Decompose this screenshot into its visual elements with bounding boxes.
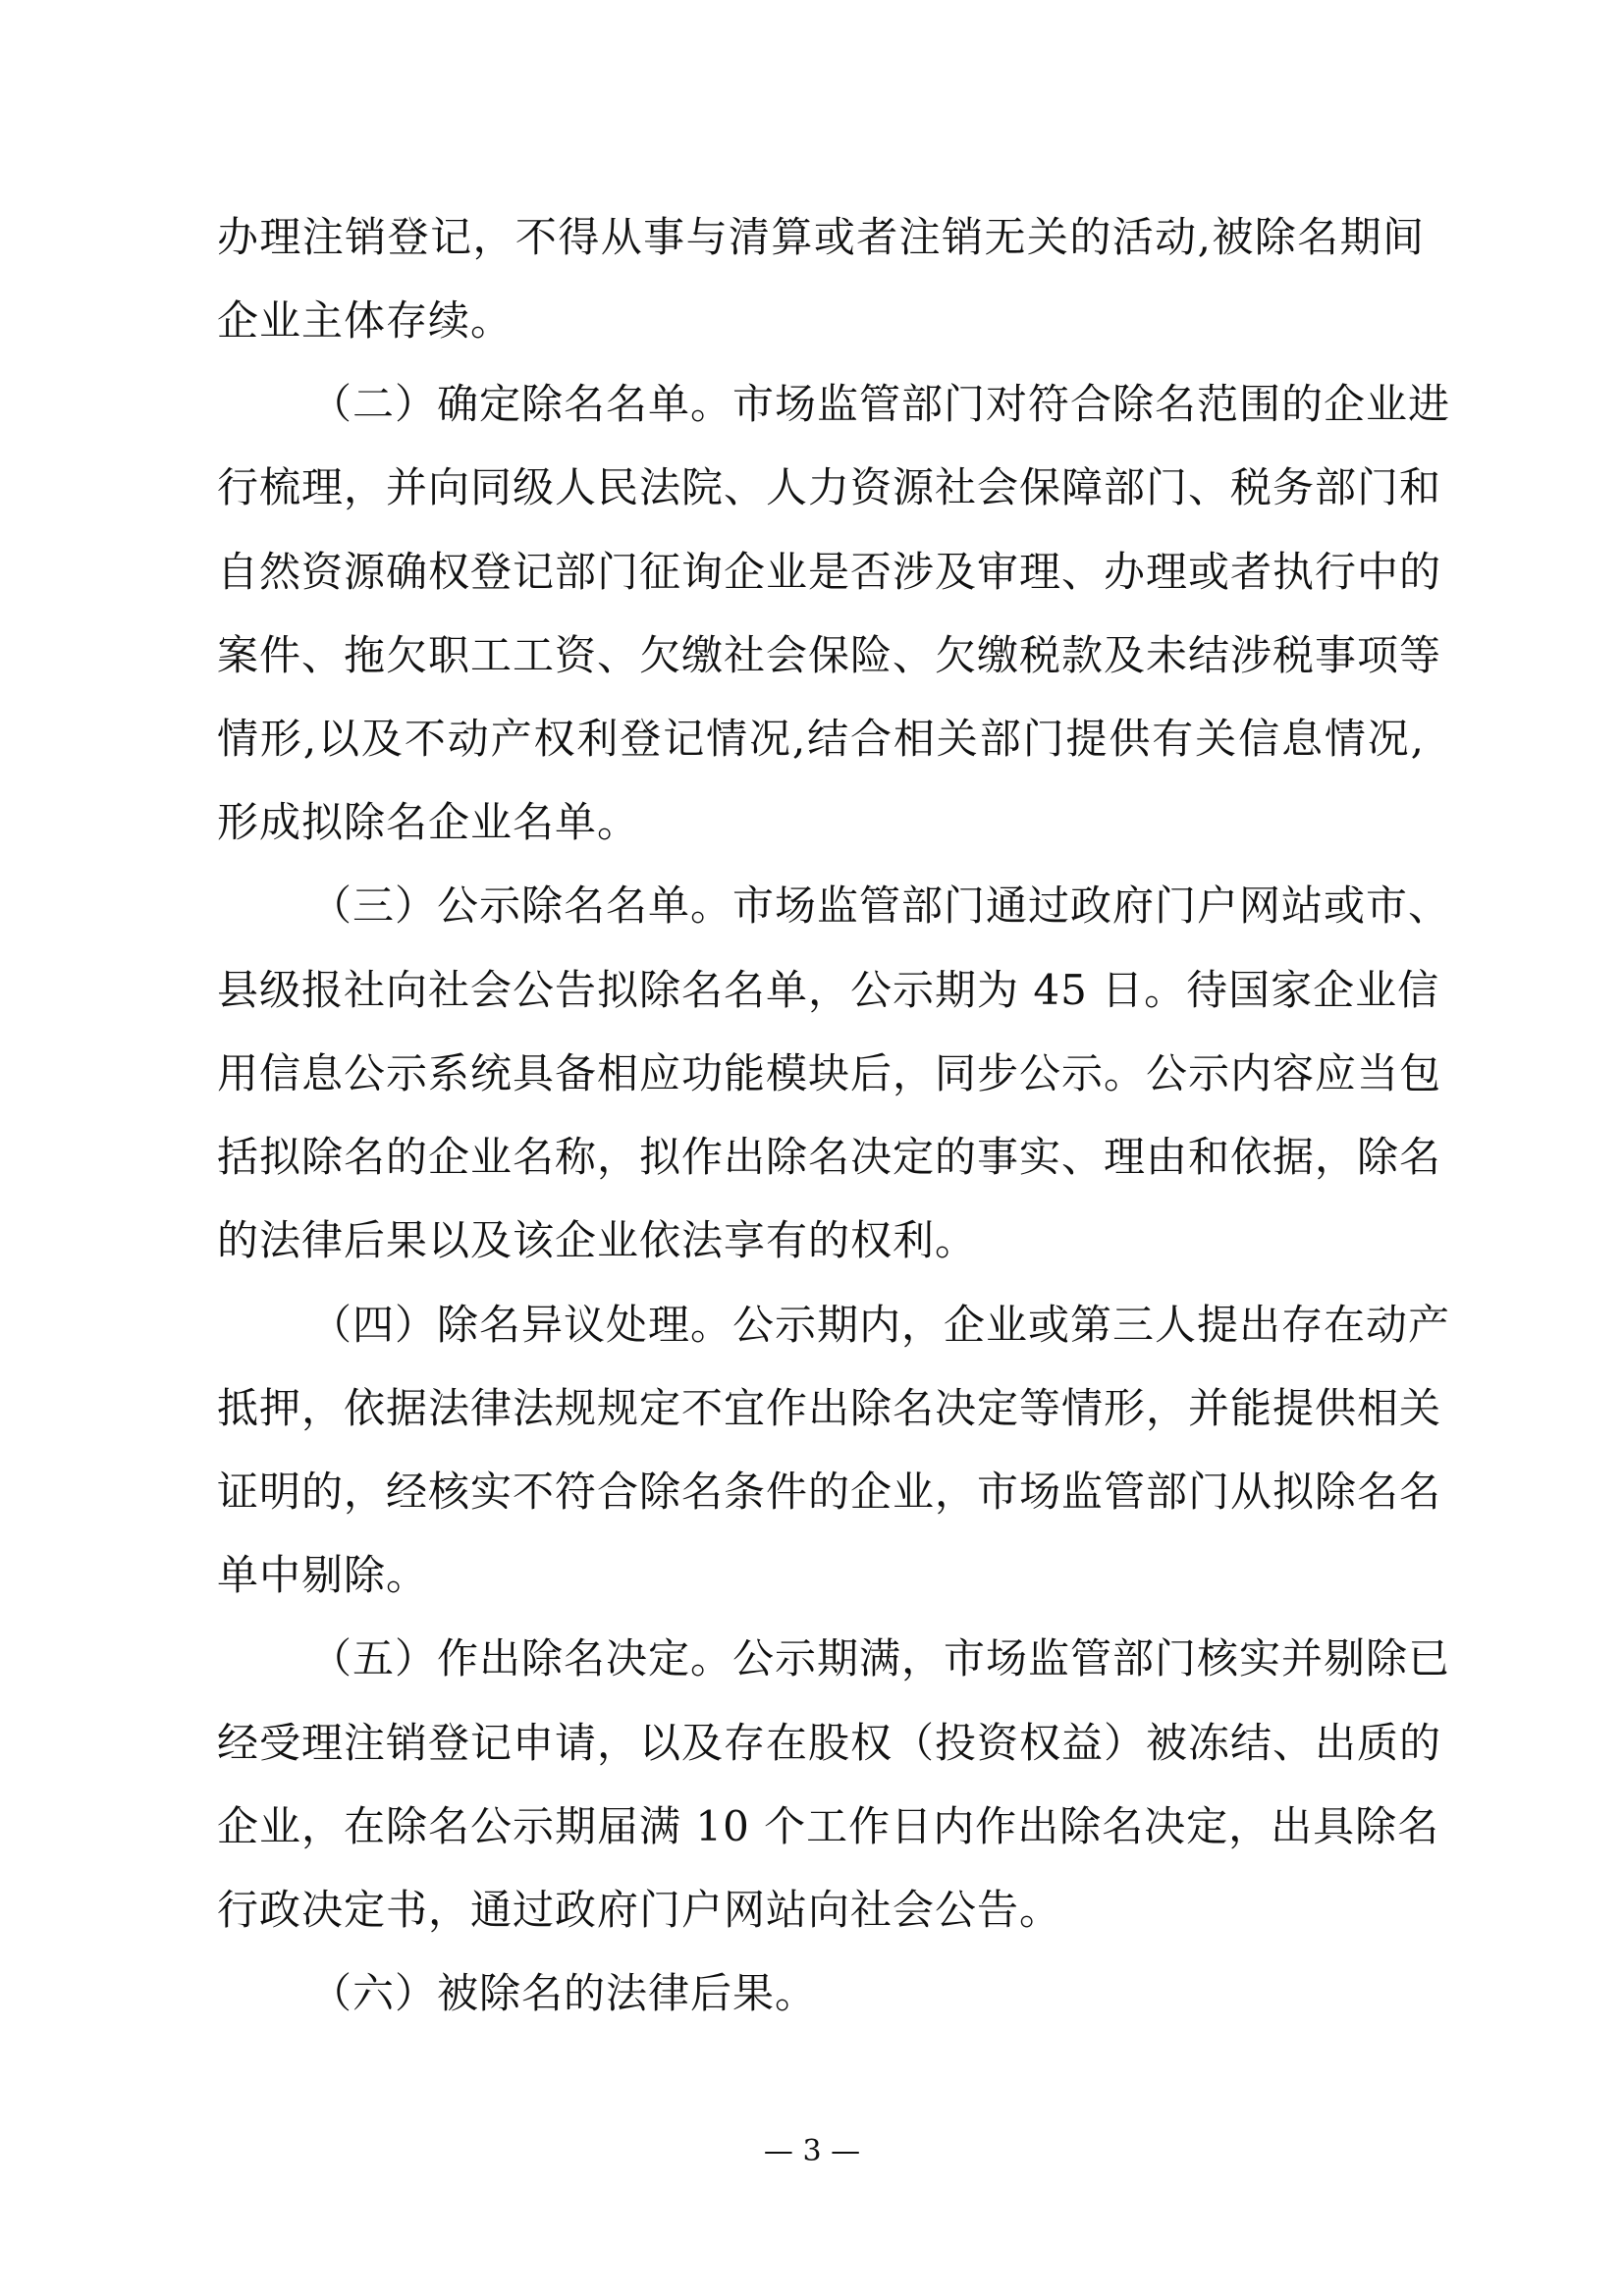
text-line: 案件、拖欠职工工资、欠缴社会保险、欠缴税款及未结涉税事项等 — [217, 631, 1442, 679]
section-heading-five: （五）作出除名决定。公示期满，市场监管部门核实并剔除已 — [310, 1634, 1451, 1682]
text-line: 企业主体存续。 — [217, 296, 514, 345]
text-line: 企业，在除名公示期届满 10 个工作日内作出除名决定，出具除名 — [217, 1802, 1440, 1850]
text-line: 经受理注销登记申请，以及存在股权（投资权益）被冻结、出质的 — [217, 1719, 1442, 1767]
section-heading-six: （六）被除名的法律后果。 — [310, 1969, 818, 2017]
text-line: 的法律后果以及该企业依法享有的权利。 — [217, 1216, 978, 1264]
page-number: — 3 — — [763, 2134, 861, 2168]
text-line: 自然资源确权登记部门征询企业是否涉及审理、办理或者执行中的 — [217, 548, 1442, 596]
section-heading-two: （二）确定除名名单。市场监管部门对符合除名范围的企业进 — [310, 380, 1451, 428]
text-line: 行政决定书，通过政府门户网站向社会公告。 — [217, 1886, 1062, 1934]
text-line: 办理注销登记，不得从事与清算或者注销无关的活动,被除名期间 — [217, 213, 1425, 261]
text-line: 抵押，依据法律法规规定不宜作出除名决定等情形，并能提供相关 — [217, 1384, 1442, 1432]
section-heading-four: （四）除名异议处理。公示期内，企业或第三人提出存在动产 — [310, 1301, 1451, 1349]
text-line: 形成拟除名企业名单。 — [217, 798, 640, 846]
text-line: 用信息公示系统具备相应功能模块后，同步公示。公示内容应当包 — [217, 1049, 1442, 1097]
section-heading-three: （三）公示除名名单。市场监管部门通过政府门户网站或市、 — [310, 881, 1451, 930]
text-line: 证明的，经核实不符合除名条件的企业，市场监管部门从拟除名名 — [217, 1468, 1442, 1516]
text-line: 情形,以及不动产权利登记情况,结合相关部门提供有关信息情况, — [217, 715, 1425, 763]
text-line: 县级报社向社会公告拟除名名单，公示期为 45 日。待国家企业信 — [217, 966, 1440, 1014]
text-line: 括拟除名的企业名称，拟作出除名决定的事实、理由和依据，除名 — [217, 1133, 1442, 1181]
text-line: 行梳理，并向同级人民法院、人力资源社会保障部门、税务部门和 — [217, 463, 1442, 511]
text-line: 单中剔除。 — [217, 1551, 429, 1599]
